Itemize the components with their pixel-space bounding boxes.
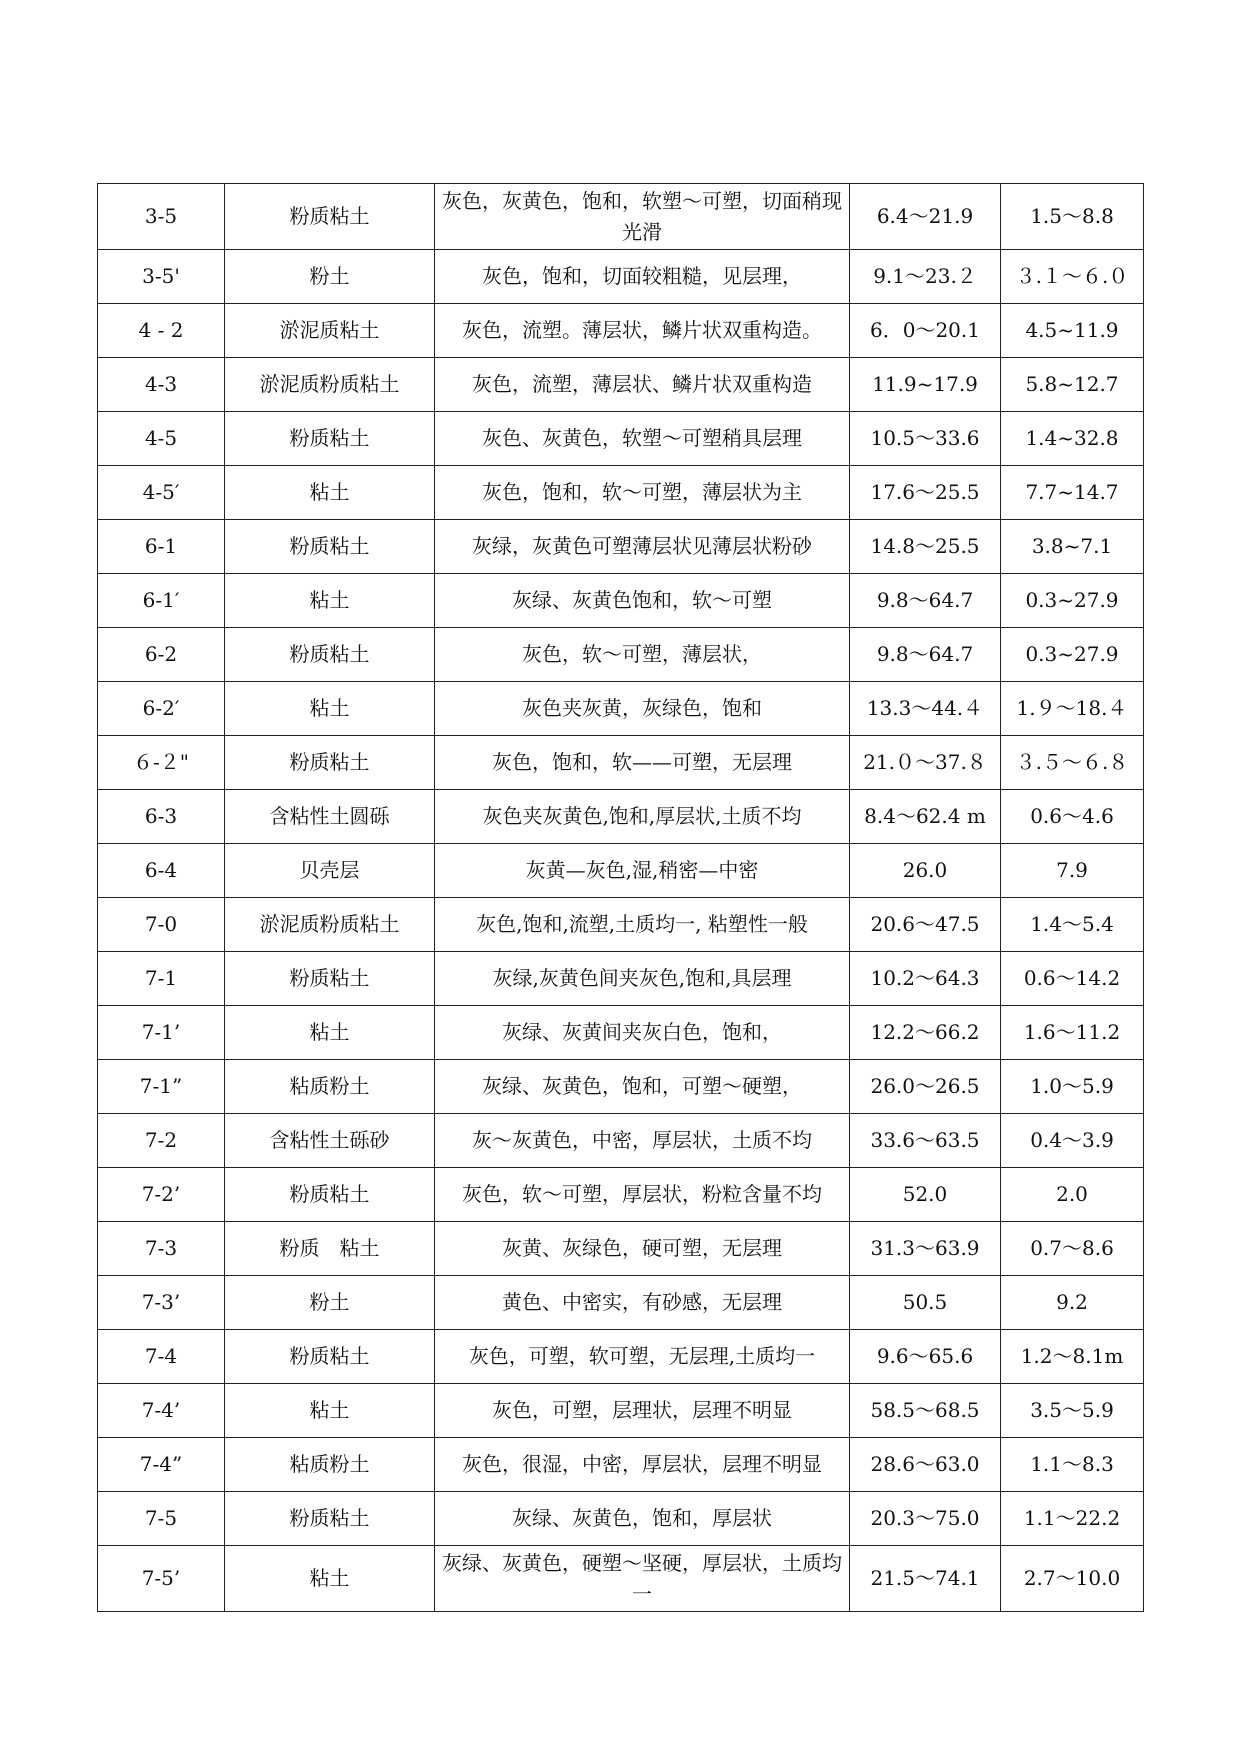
description-cell: 灰色，饱和，软～可塑，薄层状为主: [435, 466, 850, 520]
description-cell: 灰绿，灰黄色可塑薄层状见薄层状粉砂: [435, 520, 850, 574]
value-range-2-cell: 1.5～8.8: [1001, 184, 1144, 250]
value-range-1-cell: 10.5～33.6: [850, 412, 1001, 466]
value-range-2-cell: 1.2～8.1m: [1001, 1330, 1144, 1384]
value-range-1-cell: 9.8～64.7: [850, 574, 1001, 628]
value-range-2-cell: 7.7~14.7: [1001, 466, 1144, 520]
value-range-1-cell: 21.5～74.1: [850, 1546, 1001, 1612]
value-range-2-cell: ３.５～６.８: [1001, 736, 1144, 790]
layer-number-cell: 6-2: [98, 628, 225, 682]
value-range-2-cell: 1.4～5.4: [1001, 898, 1144, 952]
value-range-1-cell: 31.3～63.9: [850, 1222, 1001, 1276]
table-row: [98, 520, 1144, 574]
soil-name-cell: 粘土: [225, 1546, 435, 1612]
value-range-1-cell: 26.0: [850, 844, 1001, 898]
layer-number-cell: 7-1’: [98, 1006, 225, 1060]
soil-name-cell: 粉质粘土: [225, 1330, 435, 1384]
description-cell: 灰绿、灰黄色，饱和，可塑～硬塑，: [435, 1060, 850, 1114]
layer-number-cell: 4-5: [98, 412, 225, 466]
value-range-2-cell: 0.4～3.9: [1001, 1114, 1144, 1168]
value-range-2-cell: 7.9: [1001, 844, 1144, 898]
table-row: [98, 304, 1144, 358]
layer-number-cell: 6-1′: [98, 574, 225, 628]
value-range-1-cell: 21.０～37.８: [850, 736, 1001, 790]
soil-name-cell: 粘质粉土: [225, 1060, 435, 1114]
description-cell: 灰绿、灰黄色饱和，软～可塑: [435, 574, 850, 628]
soil-name-cell: 粉质粘土: [225, 736, 435, 790]
value-range-2-cell: 0.6～14.2: [1001, 952, 1144, 1006]
soil-name-cell: 粘土: [225, 574, 435, 628]
soil-name-cell: 粉质粘土: [225, 412, 435, 466]
value-range-1-cell: 8.4～62.4 m: [850, 790, 1001, 844]
table-row: [98, 250, 1144, 304]
table-row: [98, 1330, 1144, 1384]
description-cell: 灰色，饱和，软——可塑，无层理: [435, 736, 850, 790]
layer-number-cell: 7-4: [98, 1330, 225, 1384]
value-range-1-cell: 20.6～47.5: [850, 898, 1001, 952]
table-row: [98, 952, 1144, 1006]
value-range-1-cell: 10.2～64.3: [850, 952, 1001, 1006]
value-range-1-cell: 9.6～65.6: [850, 1330, 1001, 1384]
value-range-1-cell: 9.1～23.２: [850, 250, 1001, 304]
soil-name-cell: 粉质粘土: [225, 1492, 435, 1546]
description-cell: 灰绿、灰黄色，饱和，厚层状: [435, 1492, 850, 1546]
value-range-2-cell: 0.3~27.9: [1001, 628, 1144, 682]
table-row: [98, 412, 1144, 466]
table-row: [98, 790, 1144, 844]
value-range-1-cell: 52.0: [850, 1168, 1001, 1222]
table-row: [98, 1546, 1144, 1612]
value-range-2-cell: 0.3~27.9: [1001, 574, 1144, 628]
value-range-2-cell: 4.5~11.9: [1001, 304, 1144, 358]
value-range-2-cell: 2.7～10.0: [1001, 1546, 1144, 1612]
layer-number-cell: 7-4’: [98, 1384, 225, 1438]
value-range-1-cell: 50.5: [850, 1276, 1001, 1330]
layer-number-cell: 3-5: [98, 184, 225, 250]
table-row: [98, 466, 1144, 520]
value-range-1-cell: 26.0～26.5: [850, 1060, 1001, 1114]
description-cell: 灰色，流塑。薄层状，鳞片状双重构造。: [435, 304, 850, 358]
value-range-2-cell: 1.1～22.2: [1001, 1492, 1144, 1546]
value-range-1-cell: 11.9~17.9: [850, 358, 1001, 412]
soil-layer-table: [97, 183, 1144, 1612]
description-cell: 灰黄、灰绿色，硬可塑，无层理: [435, 1222, 850, 1276]
table-row: [98, 1384, 1144, 1438]
layer-number-cell: 7-2: [98, 1114, 225, 1168]
layer-number-cell: 7-2’: [98, 1168, 225, 1222]
soil-name-cell: 粉质粘土: [225, 520, 435, 574]
table-row: [98, 844, 1144, 898]
layer-number-cell: 4-5′: [98, 466, 225, 520]
value-range-2-cell: 1.4~32.8: [1001, 412, 1144, 466]
layer-number-cell: 6-4: [98, 844, 225, 898]
layer-number-cell: 3-5': [98, 250, 225, 304]
value-range-1-cell: 6．0～20.1: [850, 304, 1001, 358]
table-row: [98, 736, 1144, 790]
layer-number-cell: ６-２": [98, 736, 225, 790]
description-cell: 灰色，很湿，中密，厚层状，层理不明显: [435, 1438, 850, 1492]
table-row: [98, 1060, 1144, 1114]
layer-number-cell: 6-1: [98, 520, 225, 574]
soil-name-cell: 贝壳层: [225, 844, 435, 898]
description-cell: 灰色夹灰黄，灰绿色，饱和: [435, 682, 850, 736]
value-range-2-cell: 2.0: [1001, 1168, 1144, 1222]
table-row: [98, 1168, 1144, 1222]
layer-number-cell: 6-2′: [98, 682, 225, 736]
soil-name-cell: 粘土: [225, 1384, 435, 1438]
table-row: [98, 898, 1144, 952]
soil-name-cell: 粘土: [225, 682, 435, 736]
description-cell: 灰色，软～可塑，厚层状，粉粒含量不均: [435, 1168, 850, 1222]
value-range-2-cell: 3.8~7.1: [1001, 520, 1144, 574]
description-cell: 灰色，灰黄色，饱和，软塑～可塑，切面稍现光滑: [435, 184, 850, 250]
value-range-2-cell: 1.９～18.４: [1001, 682, 1144, 736]
value-range-1-cell: 28.6～63.0: [850, 1438, 1001, 1492]
table-row: [98, 1276, 1144, 1330]
layer-number-cell: 7-5’: [98, 1546, 225, 1612]
description-cell: 灰色，饱和，切面较粗糙，见层理，: [435, 250, 850, 304]
soil-name-cell: 含粘性土砾砂: [225, 1114, 435, 1168]
value-range-1-cell: 6.4～21.9: [850, 184, 1001, 250]
table-row: [98, 1492, 1144, 1546]
value-range-1-cell: 12.2～66.2: [850, 1006, 1001, 1060]
description-cell: 灰色，软～可塑，薄层状，: [435, 628, 850, 682]
value-range-2-cell: 9.2: [1001, 1276, 1144, 1330]
description-cell: 灰～灰黄色，中密，厚层状，土质不均: [435, 1114, 850, 1168]
description-cell: 灰色，流塑，薄层状、鳞片状双重构造: [435, 358, 850, 412]
value-range-2-cell: 1.0～5.9: [1001, 1060, 1144, 1114]
soil-name-cell: 粉质粘土: [225, 1168, 435, 1222]
soil-name-cell: 粉质粘土: [225, 628, 435, 682]
soil-name-cell: 粉质粘土: [225, 952, 435, 1006]
table-row: [98, 358, 1144, 412]
soil-name-cell: 粘土: [225, 466, 435, 520]
value-range-2-cell: 3.5～5.9: [1001, 1384, 1144, 1438]
table-row: [98, 1006, 1144, 1060]
layer-number-cell: 6-3: [98, 790, 225, 844]
description-cell: 黄色、中密实，有砂感，无层理: [435, 1276, 850, 1330]
description-cell: 灰黄—灰色,湿,稍密—中密: [435, 844, 850, 898]
value-range-1-cell: 20.3～75.0: [850, 1492, 1001, 1546]
soil-name-cell: 粉质 粘土: [225, 1222, 435, 1276]
layer-number-cell: 4 - 2: [98, 304, 225, 358]
soil-layer-table-body: [98, 184, 1144, 1612]
soil-name-cell: 含粘性土圆砾: [225, 790, 435, 844]
value-range-1-cell: 33.6～63.5: [850, 1114, 1001, 1168]
layer-number-cell: 4-3: [98, 358, 225, 412]
table-row: [98, 1222, 1144, 1276]
value-range-2-cell: 5.8~12.7: [1001, 358, 1144, 412]
value-range-1-cell: 13.3～44.４: [850, 682, 1001, 736]
soil-name-cell: 粘土: [225, 1006, 435, 1060]
table-row: [98, 1114, 1144, 1168]
layer-number-cell: 7-4”: [98, 1438, 225, 1492]
value-range-2-cell: 1.6～11.2: [1001, 1006, 1144, 1060]
description-cell: 灰色,饱和,流塑,土质均一, 粘塑性一般: [435, 898, 850, 952]
value-range-2-cell: 0.6～4.6: [1001, 790, 1144, 844]
table-row: [98, 574, 1144, 628]
layer-number-cell: 7-3’: [98, 1276, 225, 1330]
soil-name-cell: 淤泥质粘土: [225, 304, 435, 358]
value-range-1-cell: 9.8～64.7: [850, 628, 1001, 682]
layer-number-cell: 7-1: [98, 952, 225, 1006]
layer-number-cell: 7-3: [98, 1222, 225, 1276]
description-cell: 灰绿、灰黄色，硬塑～坚硬，厚层状，土质均一: [435, 1546, 850, 1612]
description-cell: 灰绿,灰黄色间夹灰色,饱和,具层理: [435, 952, 850, 1006]
soil-name-cell: 粘质粉土: [225, 1438, 435, 1492]
value-range-2-cell: 0.7～8.6: [1001, 1222, 1144, 1276]
layer-number-cell: 7-0: [98, 898, 225, 952]
value-range-1-cell: 17.6～25.5: [850, 466, 1001, 520]
table-row: [98, 184, 1144, 250]
layer-number-cell: 7-5: [98, 1492, 225, 1546]
soil-name-cell: 淤泥质粉质粘土: [225, 898, 435, 952]
table-row: [98, 1438, 1144, 1492]
soil-name-cell: 粉土: [225, 250, 435, 304]
soil-name-cell: 粉土: [225, 1276, 435, 1330]
table-row: [98, 682, 1144, 736]
value-range-1-cell: 58.5～68.5: [850, 1384, 1001, 1438]
table-row: [98, 628, 1144, 682]
description-cell: 灰色夹灰黄色,饱和,厚层状,土质不均: [435, 790, 850, 844]
soil-name-cell: 淤泥质粉质粘土: [225, 358, 435, 412]
description-cell: 灰色，可塑，层理状，层理不明显: [435, 1384, 850, 1438]
value-range-2-cell: 1.1～8.3: [1001, 1438, 1144, 1492]
value-range-2-cell: ３.１～６.０: [1001, 250, 1144, 304]
description-cell: 灰色、灰黄色，软塑～可塑稍具层理: [435, 412, 850, 466]
value-range-1-cell: 14.8～25.5: [850, 520, 1001, 574]
description-cell: 灰绿、灰黄间夹灰白色，饱和，: [435, 1006, 850, 1060]
description-cell: 灰色，可塑，软可塑，无层理,土质均一: [435, 1330, 850, 1384]
layer-number-cell: 7-1”: [98, 1060, 225, 1114]
soil-name-cell: 粉质粘土: [225, 184, 435, 250]
